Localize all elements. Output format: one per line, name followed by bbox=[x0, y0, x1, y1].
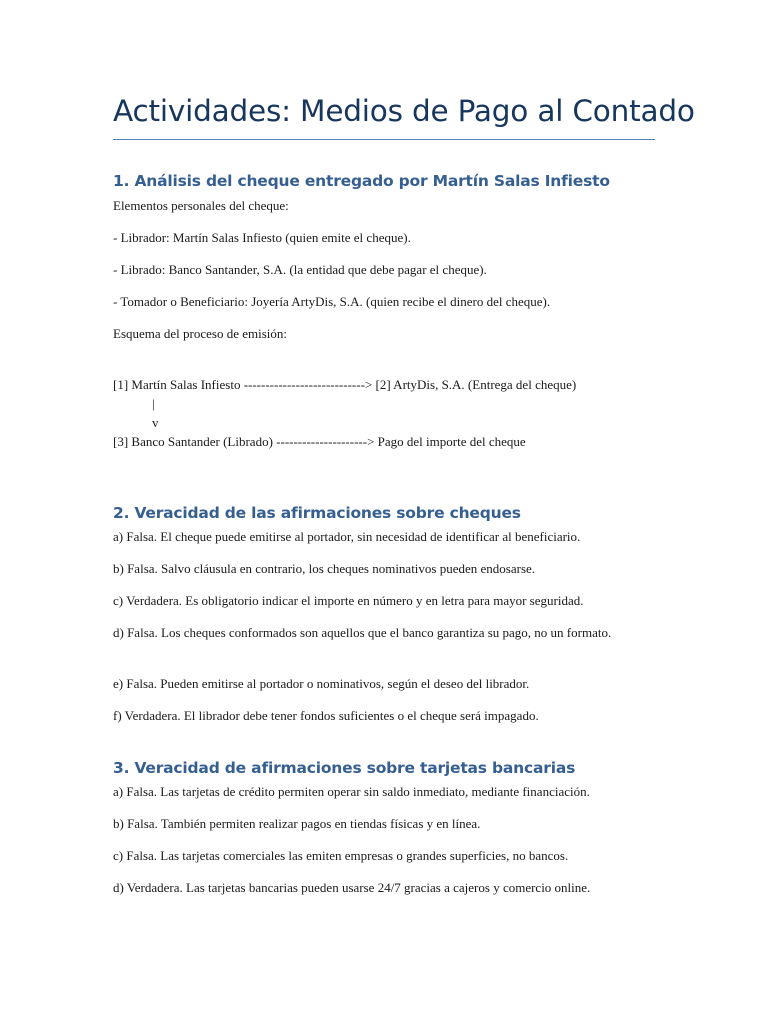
diagram-bar: | bbox=[152, 396, 155, 411]
section-3-item-a: a) Falsa. Las tarjetas de crédito permiten operar sin saldo inmediato, mediante financiación. bbox=[113, 784, 590, 799]
section-2-item-e: e) Falsa. Pueden emitirse al portador o nominativos, según el deseo del librador. bbox=[113, 676, 530, 691]
section-3-heading: 3. Veracidad de afirmaciones sobre tarjetas bancarias bbox=[113, 759, 576, 777]
section-1-intro: Elementos personales del cheque: bbox=[113, 198, 289, 213]
section-2-item-f: f) Verdadera. El librador debe tener fondos suficientes o el cheque será impagado. bbox=[113, 708, 539, 723]
section-2-item-c: c) Verdadera. Es obligatorio indicar el importe en número y en letra para mayor seguridad. bbox=[113, 593, 584, 608]
diagram-line-1: [1] Martín Salas Infiesto ----------------------------> [2] ArtyDis, S.A. (Entrega del cheque) bbox=[113, 377, 577, 392]
title-underline bbox=[113, 139, 655, 140]
page-title: Actividades: Medios de Pago al Contado bbox=[113, 94, 695, 128]
section-2-item-d: d) Falsa. Los cheques conformados son aquellos que el banco garantiza su pago, no un formato. bbox=[113, 625, 612, 640]
diagram-line-2: [3] Banco Santander (Librado) ---------------------> Pago del importe del cheque bbox=[113, 434, 526, 449]
diagram-arrow: v bbox=[152, 415, 159, 430]
section-2-item-b: b) Falsa. Salvo cláusula en contrario, los cheques nominativos pueden endosarse. bbox=[113, 561, 536, 576]
section-3-item-d: d) Verdadera. Las tarjetas bancarias pueden usarse 24/7 gracias a cajeros y comercio online. bbox=[113, 880, 591, 895]
librador-item: - Librador: Martín Salas Infiesto (quien emite el cheque). bbox=[113, 230, 411, 245]
section-2-heading: 2. Veracidad de las afirmaciones sobre cheques bbox=[113, 504, 521, 522]
section-3-item-b: b) Falsa. También permiten realizar pagos en tiendas físicas y en línea. bbox=[113, 816, 481, 831]
esquema-label: Esquema del proceso de emisión: bbox=[113, 326, 288, 341]
tomador-item: - Tomador o Beneficiario: Joyería ArtyDis, S.A. (quien recibe el dinero del cheque). bbox=[113, 294, 551, 309]
section-3-item-c: c) Falsa. Las tarjetas comerciales las emiten empresas o grandes superficies, no bancos. bbox=[113, 848, 569, 863]
section-2-item-a: a) Falsa. El cheque puede emitirse al portador, sin necesidad de identificar al beneficiario. bbox=[113, 529, 581, 544]
section-1-heading: 1. Análisis del cheque entregado por Martín Salas Infiesto bbox=[113, 172, 610, 190]
librado-item: - Librado: Banco Santander, S.A. (la entidad que debe pagar el cheque). bbox=[113, 262, 487, 277]
